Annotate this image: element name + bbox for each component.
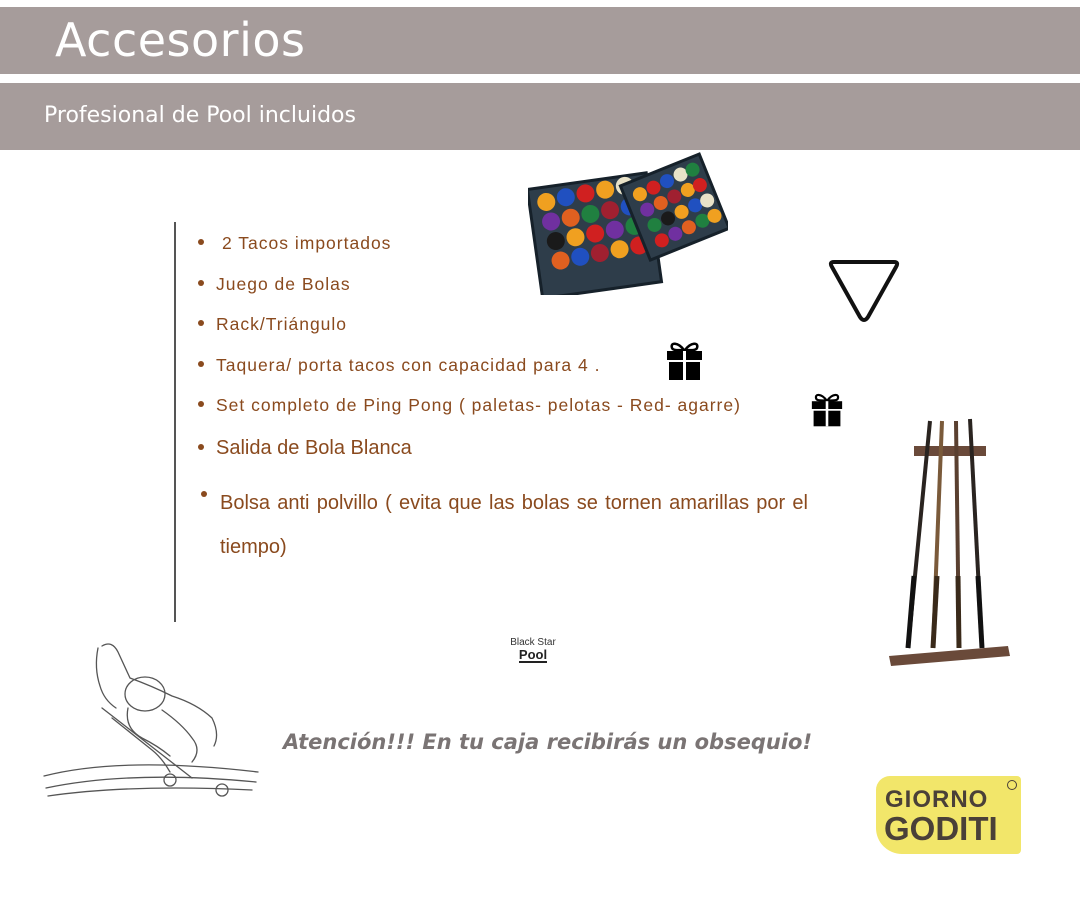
list-bullet <box>201 491 207 497</box>
triangle-rack <box>826 256 902 326</box>
list-item-rack: Rack/Triángulo <box>198 314 347 335</box>
list-item-tacos: 2 Tacos importados <box>198 233 391 254</box>
list-item-ping-pong: Set completo de Ping Pong ( paletas- pelotas - Red- agarre) <box>198 395 741 416</box>
pool-player-sketch <box>42 638 262 803</box>
list-item-salida-bola: Salida de Bola Blanca <box>198 437 412 460</box>
black-star-pool-logo: Black Star Pool <box>510 637 556 662</box>
page-subtitle: Profesional de Pool incluidos <box>44 103 356 128</box>
logo-ring-icon <box>1007 780 1017 790</box>
divider-line <box>174 222 176 622</box>
gift-icon <box>666 340 703 380</box>
attention-note: Atención!!! En tu caja recibirás un obsequio! <box>283 730 813 754</box>
list-item-bolas: Juego de Bolas <box>198 274 351 295</box>
list-item-taquera: Taquera/ porta tacos con capacidad para 4 . <box>198 355 600 376</box>
cue-rack <box>886 416 1014 668</box>
page-title: Accesorios <box>55 13 306 67</box>
list-item-bolsa: Bolsa anti polvillo ( evita que las bolas se tornen amarillas por el tiempo) <box>220 492 808 558</box>
gift-icon <box>811 391 843 427</box>
billiard-balls-set <box>528 145 728 295</box>
giorno-goditi-logo: GIORNO GODITI <box>876 776 1021 854</box>
